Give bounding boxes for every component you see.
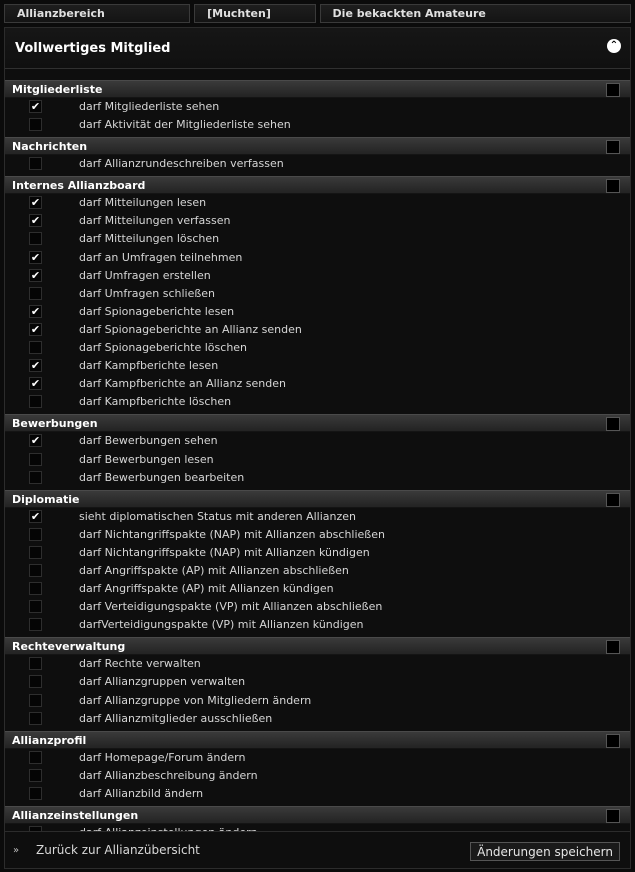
permission-row — [5, 267, 630, 285]
save-changes-button[interactable]: Änderungen speichern — [470, 842, 620, 861]
permission-label: darf Allianzbeschreibung ändern — [79, 768, 258, 782]
permission-row — [5, 212, 630, 230]
permission-checkbox[interactable]: ✔ — [30, 434, 41, 448]
permission-checkbox[interactable] — [29, 657, 42, 670]
permission-label: darf Angriffspakte (AP) mit Allianzen kündigen — [79, 582, 334, 596]
permission-label: darf Allianzmitglieder ausschließen — [79, 711, 273, 725]
permission-row — [5, 692, 630, 710]
section-toggle-all-checkbox[interactable] — [606, 179, 620, 193]
permission-label: darf Spionageberichte löschen — [79, 341, 248, 355]
permission-checkbox[interactable] — [29, 675, 42, 688]
permission-label: darf Umfragen erstellen — [79, 268, 211, 282]
permission-row — [5, 155, 630, 173]
permission-label: darf Mitgliederliste sehen — [79, 100, 220, 113]
permission-label: darf Homepage/Forum ändern — [79, 750, 246, 764]
section-toggle-all-checkbox[interactable] — [606, 417, 620, 431]
section-title: Allianzeinstellungen — [12, 809, 139, 822]
tab-allianzbereich[interactable]: Allianzbereich — [4, 4, 190, 23]
permission-label: darf Allianzbild ändern — [79, 786, 204, 800]
double-chevron-right-icon: » — [13, 845, 20, 856]
permission-row — [5, 432, 630, 450]
page-title: Vollwertiges Mitglied — [15, 41, 171, 56]
permission-checkbox[interactable] — [29, 528, 42, 541]
permission-row — [5, 580, 630, 598]
section-title: Internes Allianzboard — [12, 179, 146, 193]
permission-checkbox[interactable] — [29, 600, 42, 613]
permission-row — [5, 285, 630, 303]
section-header — [5, 414, 630, 432]
permission-label: darf Umfragen schließen — [79, 286, 216, 300]
permission-label: darf Mitteilungen verfassen — [79, 214, 231, 228]
permission-checkbox[interactable]: ✔ — [30, 100, 41, 113]
section-toggle-all-checkbox[interactable] — [606, 640, 620, 654]
permission-label: darf Kampfberichte an Allianz senden — [79, 377, 286, 391]
rights-panel — [4, 27, 631, 869]
tab-alliance-name[interactable]: Die bekackten Amateure — [320, 4, 631, 23]
permission-checkbox[interactable] — [29, 769, 42, 782]
permission-checkbox[interactable]: ✔ — [30, 359, 41, 373]
permission-checkbox[interactable] — [29, 751, 42, 764]
permission-row — [5, 767, 630, 785]
permission-label: darf Bewerbungen bearbeiten — [79, 470, 245, 484]
section-header — [5, 637, 630, 655]
permission-checkbox[interactable]: ✔ — [30, 509, 41, 523]
permission-label: darf Mitteilungen lesen — [79, 196, 207, 210]
permission-checkbox[interactable] — [29, 232, 42, 245]
permission-row — [5, 544, 630, 562]
panel-header — [5, 28, 630, 69]
permission-row — [5, 469, 630, 487]
tab-bar — [4, 4, 631, 23]
permission-label: darf Mitteilungen löschen — [79, 232, 220, 246]
tab-alliance-tag[interactable]: [Muchten] — [194, 4, 315, 23]
permission-row — [5, 710, 630, 728]
permission-row — [5, 303, 630, 321]
section-title: Rechteverwaltung — [12, 640, 126, 654]
permission-checkbox[interactable] — [29, 157, 42, 170]
permission-checkbox[interactable]: ✔ — [30, 250, 41, 264]
permission-label: darf Bewerbungen sehen — [79, 434, 218, 448]
permission-checkbox[interactable]: ✔ — [30, 377, 41, 391]
section-header — [5, 731, 630, 749]
permission-label: darf Spionageberichte an Allianz senden — [79, 322, 302, 336]
permission-checkbox[interactable] — [29, 564, 42, 577]
permission-checkbox[interactable] — [29, 453, 42, 466]
section-toggle-all-checkbox[interactable] — [606, 734, 620, 748]
permission-row — [5, 749, 630, 767]
section-title: Bewerbungen — [12, 417, 98, 431]
footer — [5, 831, 630, 868]
permission-checkbox[interactable] — [29, 618, 42, 631]
permission-row — [5, 393, 630, 411]
permission-checkbox[interactable] — [29, 546, 42, 559]
permission-checkbox[interactable]: ✔ — [30, 268, 41, 282]
section-toggle-all-checkbox[interactable] — [606, 83, 620, 97]
section-toggle-all-checkbox[interactable] — [606, 493, 620, 507]
permission-label: darf an Umfragen teilnehmen — [79, 250, 243, 264]
permission-row — [5, 339, 630, 357]
permission-label: sieht diplomatischen Status mit anderen Allianzen — [79, 509, 356, 523]
permission-label: darf Verteidigungspakte (VP) mit Allianzen abschließen — [79, 600, 383, 614]
permission-checkbox[interactable] — [29, 287, 42, 300]
permission-row — [5, 526, 630, 544]
permission-row — [5, 785, 630, 803]
permission-row — [5, 655, 630, 673]
permission-label: darf Nichtangriffspakte (NAP) mit Allianzen kündigen — [79, 545, 370, 559]
permission-label: darf Angriffspakte (AP) mit Allianzen abschließen — [79, 563, 349, 577]
permission-label: darf Aktivität der Mitgliederliste sehen — [79, 118, 291, 132]
permission-checkbox[interactable] — [29, 712, 42, 725]
section-header — [5, 176, 630, 194]
permission-checkbox[interactable] — [29, 118, 42, 131]
permission-label: darf Allianzgruppe von Mitgliedern ändern — [79, 693, 312, 707]
section-header — [5, 806, 630, 824]
permission-label: darf Kampfberichte löschen — [79, 395, 232, 409]
permission-checkbox[interactable] — [29, 471, 42, 484]
permission-row — [5, 508, 630, 526]
permission-row — [5, 98, 630, 116]
permission-checkbox[interactable]: ✔ — [30, 196, 41, 210]
permission-row — [5, 357, 630, 375]
permission-list — [5, 80, 630, 842]
permission-row — [5, 598, 630, 616]
section-header — [5, 137, 630, 155]
permission-checkbox[interactable] — [29, 694, 42, 707]
section-title: Mitgliederliste — [12, 83, 103, 96]
permission-checkbox[interactable] — [29, 582, 42, 595]
permission-row — [5, 562, 630, 580]
permission-row — [5, 321, 630, 339]
section-header — [5, 80, 630, 98]
section-title: Allianzprofil — [12, 733, 87, 747]
section-title: Nachrichten — [12, 140, 88, 154]
permission-row — [5, 249, 630, 267]
back-to-alliance-overview-link[interactable]: Zurück zur Allianzübersicht — [36, 843, 200, 857]
permission-label: darf Nichtangriffspakte (NAP) mit Allianzen abschließen — [79, 527, 385, 541]
permission-checkbox[interactable]: ✔ — [30, 322, 41, 336]
permission-label: darf Allianzgruppen verwalten — [79, 675, 246, 689]
permission-label: darf Rechte verwalten — [79, 657, 201, 671]
permission-row — [5, 230, 630, 248]
permission-checkbox[interactable]: ✔ — [30, 214, 41, 228]
section-header — [5, 490, 630, 508]
section-toggle-all-checkbox[interactable] — [606, 809, 620, 823]
permission-row — [5, 616, 630, 634]
permission-checkbox[interactable]: ✔ — [30, 304, 41, 318]
permission-label: darf Allianzrundeschreiben verfassen — [79, 157, 284, 171]
section-title: Diplomatie — [12, 492, 80, 506]
permission-label: darf Kampfberichte lesen — [79, 359, 219, 373]
permission-row — [5, 194, 630, 212]
permission-checkbox[interactable] — [29, 341, 42, 354]
permission-label: darf Spionageberichte lesen — [79, 304, 235, 318]
permission-row — [5, 673, 630, 691]
permission-row — [5, 451, 630, 469]
permission-checkbox[interactable] — [29, 787, 42, 800]
permission-label: darfVerteidigungspakte (VP) mit Allianzen kündigen — [79, 618, 364, 632]
chevron-double-up-icon[interactable]: ⌃ — [607, 39, 621, 53]
permission-label: darf Bewerbungen lesen — [79, 452, 214, 466]
permission-checkbox[interactable] — [29, 395, 42, 408]
permission-row — [5, 116, 630, 134]
permission-row — [5, 375, 630, 393]
section-toggle-all-checkbox[interactable] — [606, 140, 620, 154]
